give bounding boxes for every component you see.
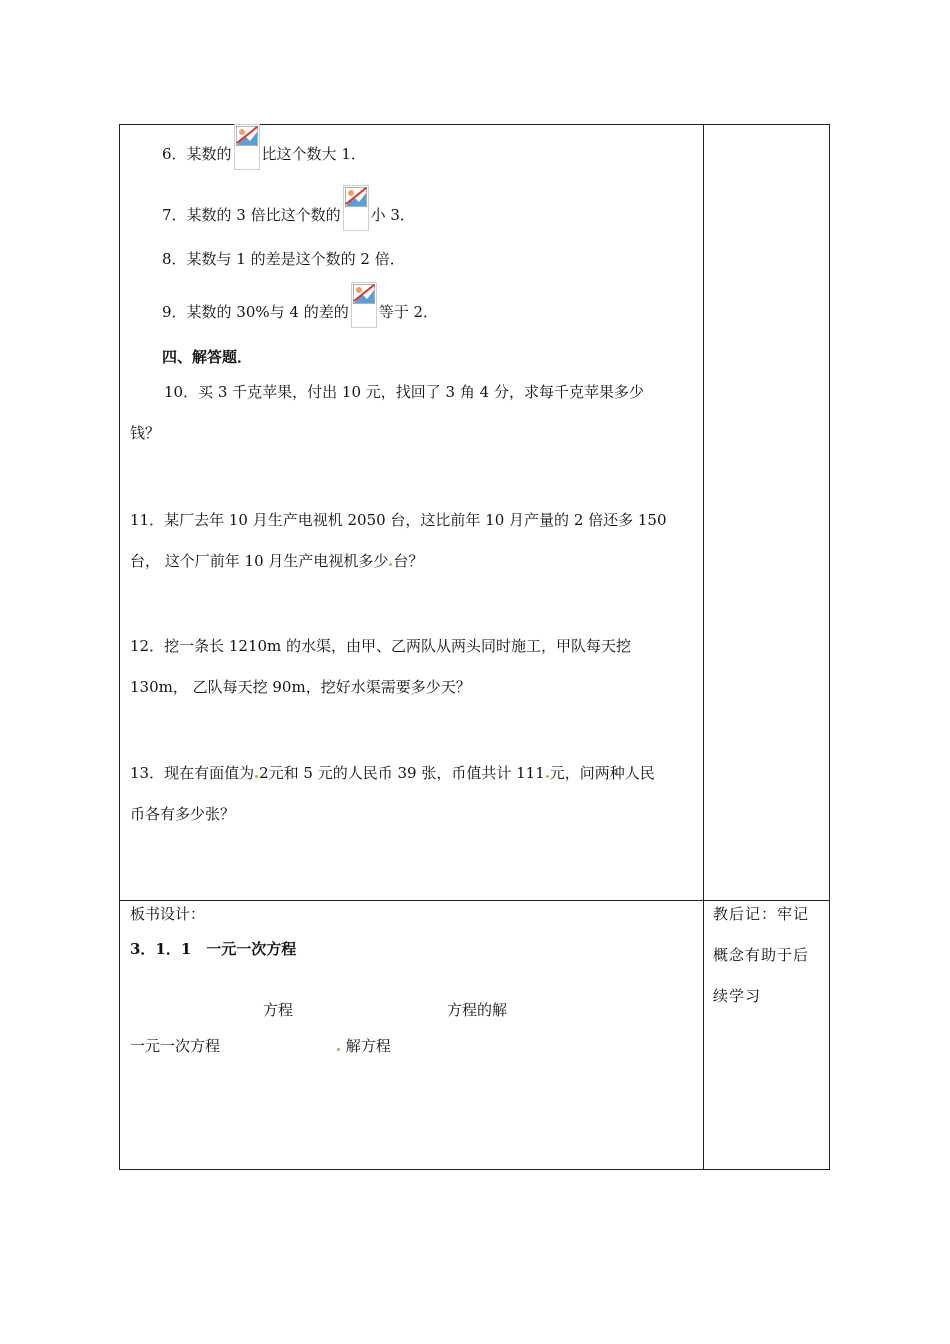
mark-dot (546, 775, 549, 778)
board-term-solve (336, 1036, 391, 1056)
question-11-line1: 11．某厂去年 10 月生产电视机 2050 台，这比前年 10 月产量的 2 倍还多 150 (130, 511, 667, 529)
notes-line1: 教后记：牢记 (713, 905, 810, 923)
question-13-line2: 币各有多少张？ (130, 805, 236, 823)
mark-dot (255, 775, 258, 778)
broken-image-icon (343, 185, 369, 231)
question-10-line2: 钱？ (130, 424, 161, 442)
solve-label: 解方程 (345, 1037, 391, 1055)
q9-prefix: 9．某数的 30%与 4 的差的 (162, 303, 349, 321)
broken-image-icon (234, 124, 260, 170)
question-6 (162, 140, 366, 170)
question-11-line2 (130, 551, 423, 571)
board-heading: 3．1．1 一元一次方程 (130, 940, 297, 958)
mark-dot (337, 1048, 340, 1051)
question-12-line1: 12．挖一条长 1210m 的水渠，由甲、乙两队从两头同时施工，甲队每天挖 (130, 637, 632, 655)
notes-line3: 续学习 (713, 987, 762, 1005)
question-9 (162, 298, 438, 328)
q13-part1: 13．现在有面值为 (130, 764, 255, 782)
column-divider (703, 125, 704, 1169)
notes-line2: 概念有助于后 (713, 946, 810, 964)
question-12-line2: 130m， 乙队每天挖 90m，挖好水渠需要多少天？ (130, 678, 471, 696)
q7-suffix: 小 3． (370, 206, 415, 224)
section-title: 四、解答题． (162, 348, 253, 366)
q9-suffix: 等于 2． (378, 303, 439, 321)
q6-suffix: 比这个数大 1． (261, 145, 366, 163)
question-13-line1 (130, 763, 655, 783)
q7-prefix: 7．某数的 3 倍比这个数的 (162, 206, 341, 224)
mark-dot (389, 563, 392, 566)
board-term-solution: 方程的解 (447, 1001, 508, 1019)
q13-part2: 2元和 5 元的人民币 39 张，币值共计 111 (259, 764, 545, 782)
q13-part3: 元，问两种人民 (549, 764, 655, 782)
board-term-equation: 方程 (263, 1001, 294, 1019)
board-term-linear: 一元一次方程 (130, 1037, 221, 1055)
row-divider (120, 900, 829, 901)
question-10-line1: 10．买 3 千克苹果，付出 10 元，找回了 3 角 4 分，求每千克苹果多少 (164, 383, 644, 401)
q6-prefix: 6．某数的 (162, 145, 232, 163)
question-7 (162, 201, 415, 231)
question-8: 8．某数与 1 的差是这个数的 2 倍． (162, 250, 405, 268)
q11-line2-part2: 台？ (393, 552, 424, 570)
q11-line2-part1: 台， 这个厂前年 10 月生产电视机多少 (130, 552, 389, 570)
broken-image-icon (351, 282, 377, 328)
board-label: 板书设计： (130, 905, 206, 923)
